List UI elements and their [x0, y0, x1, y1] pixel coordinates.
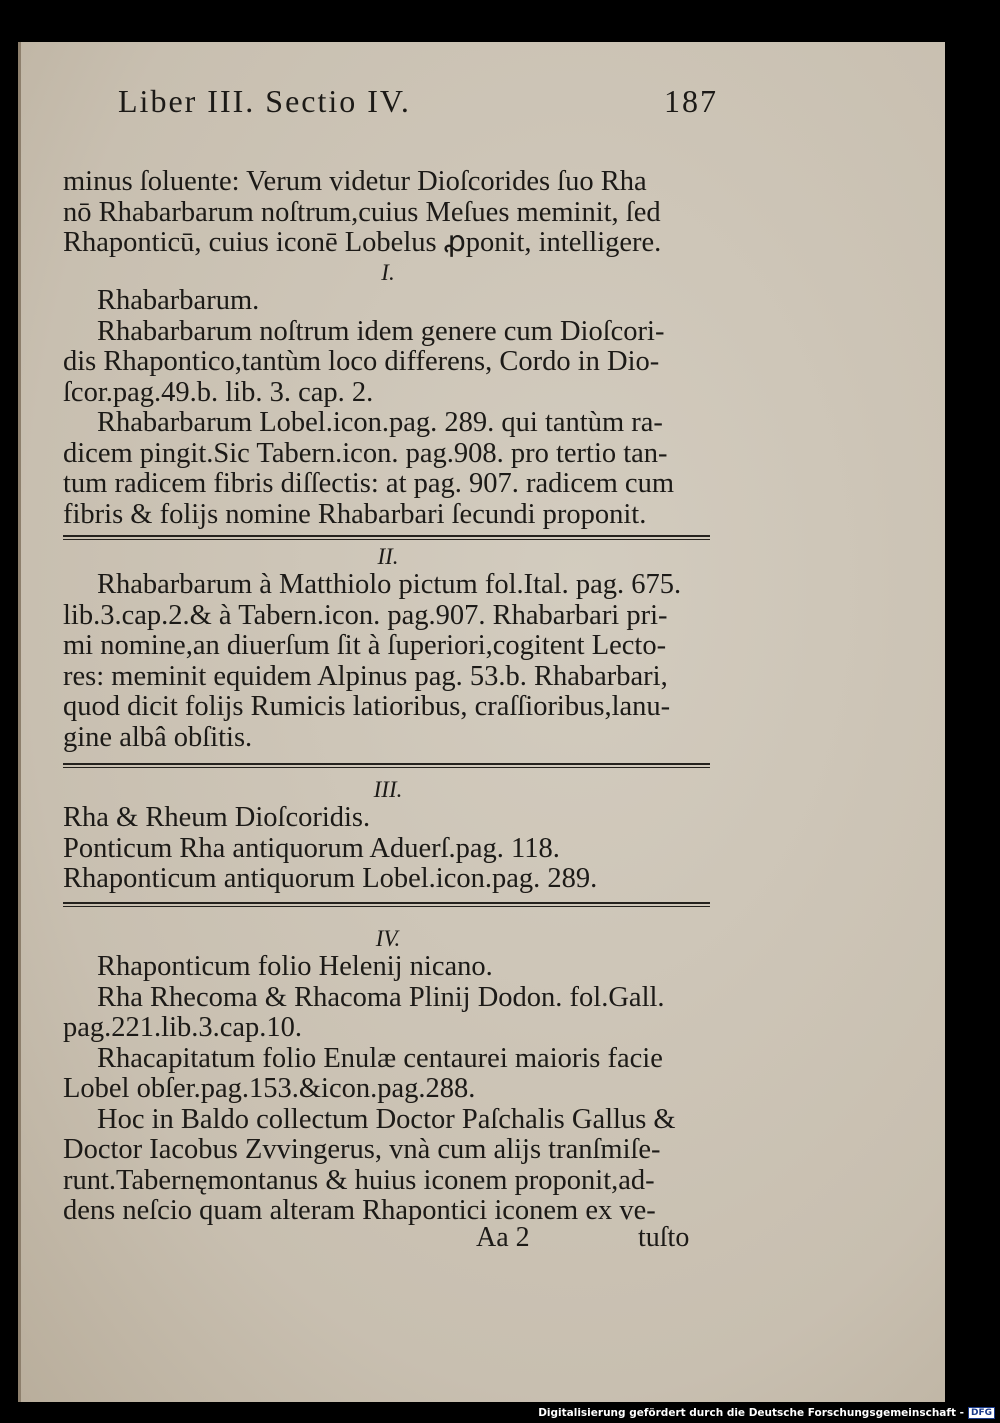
section-divider — [63, 763, 710, 768]
section-numeral: II. — [377, 544, 399, 569]
section-4 — [63, 924, 713, 1227]
text-line: tum radicem fibris diſſectis: at pag. 907. radicem cum — [63, 468, 674, 499]
text-line: res: meminit equidem Alpinus pag. 53.b. Rhabarbari, — [63, 660, 668, 692]
text-line: quod dicit folijs Rumicis latioribus, craſſioribus,lanu- — [63, 691, 671, 722]
text-line: Rhabarbarum noſtrum idem genere cum Dioſcori- — [97, 315, 665, 347]
text-line: Rhaponticum folio Helenij nicano. — [97, 951, 493, 982]
signature-mark: Aa 2 — [476, 1222, 530, 1253]
text-line: Rhabarbarum Lobel.icon.pag. 289. qui tantùm ra- — [97, 407, 663, 438]
text-line: ſcor.pag.49.b. lib. 3. cap. 2. — [63, 376, 374, 408]
text-line: mi nomine,an diuerſum ſit à ſuperiori,cogitent Lecto- — [63, 630, 667, 661]
section-divider — [63, 535, 710, 540]
text-line: Lobel obſer.pag.153.&icon.pag.288. — [63, 1073, 476, 1104]
text-line: gine albâ obſitis. — [63, 721, 253, 753]
text-line: Hoc in Baldo collectum Doctor Paſchalis Gallus & — [97, 1103, 676, 1135]
footer-credit: Digitalisierung gefördert durch die Deutsche Forschungsgemeinschaft - — [538, 1407, 964, 1419]
text-line: minus ſoluente: Verum videtur Dioſcorides ſuo Rha — [63, 166, 647, 197]
text-line: dicem pingit.Sic Tabern.icon. pag.908. pro tertio tan- — [63, 437, 668, 469]
text-line: Rhabarbarum à Matthiolo pictum fol.Ital. pag. 675. — [97, 569, 682, 600]
text-line: lib.3.cap.2.& à Tabern.icon. pag.907. Rhabarbari pri- — [63, 599, 668, 631]
text-line: dens neſcio quam alteram Rhapontici iconem ex ve- — [63, 1195, 656, 1226]
running-title: Liber III. Sectio IV. — [118, 83, 411, 119]
digitization-footer — [538, 1407, 995, 1419]
text-line: Rha Rhecoma & Rhacoma Plinij Dodon. fol.Gall. — [97, 981, 665, 1013]
section-numeral: III. — [373, 777, 403, 802]
section-3 — [63, 775, 713, 895]
text-line: Rha & Rheum Dioſcoridis. — [63, 802, 371, 833]
text-line: Rhaponticum antiquorum Lobel.icon.pag. 289. — [63, 863, 598, 894]
intro-paragraph — [63, 167, 713, 259]
text-line: nō Rhabarbarum noſtrum,cuius Meſues meminit, ſed — [63, 196, 661, 228]
text-line: Rhabarbarum. — [97, 285, 260, 316]
text-line: dis Rhapontico,tantùm loco differens, Cordo in Dio- — [63, 346, 660, 377]
section-numeral: I. — [381, 260, 395, 285]
section-2 — [63, 542, 713, 753]
text-line: pag.221.lib.3.cap.10. — [63, 1012, 303, 1043]
running-header — [118, 83, 718, 120]
section-1 — [63, 258, 713, 530]
text-line: Ponticum Rha antiquorum Aduerſ.pag. 118. — [63, 832, 560, 864]
text-line: Rhacapitatum folio Enulæ centaurei maioris facie — [97, 1042, 663, 1074]
text-line: Doctor Iacobus Zvvingerus, vnà cum alijs tranſmiſe- — [63, 1134, 661, 1165]
text-line: runt.Tabernęmontanus & huius iconem proponit,ad- — [63, 1164, 655, 1196]
section-divider — [63, 902, 710, 907]
catchword: tuſto — [638, 1222, 690, 1253]
text-line: Rhaponticū, cuius iconē Lobelus ꝓponit, intelligere. — [63, 227, 662, 258]
section-numeral: IV. — [375, 926, 401, 951]
text-line: fibris & folijs nomine Rhabarbari ſecundi proponit. — [63, 498, 647, 530]
page-number: 187 — [664, 83, 718, 119]
dfg-logo: DFG — [968, 1407, 995, 1419]
